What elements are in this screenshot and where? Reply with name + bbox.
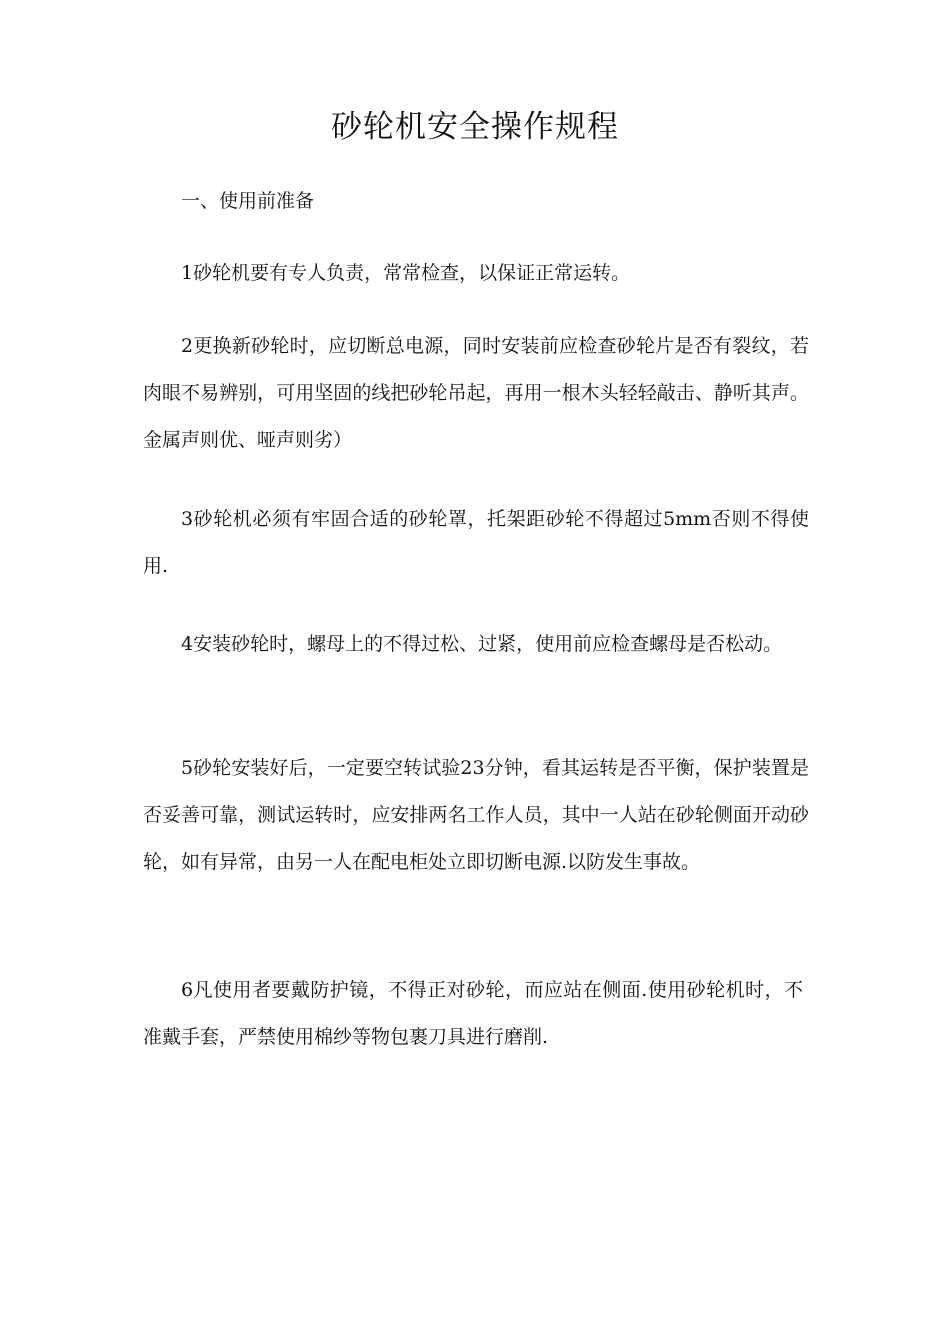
paragraph-6: 6凡使用者要戴防护镜，不得正对砂轮，而应站在侧面.使用砂轮机时，不准戴手套，严禁使用棉纱等物包裹刀具进行磨削. xyxy=(143,979,803,1048)
paragraph-4: 4安装砂轮时，螺母上的不得过松、过紧，使用前应检查螺母是否松动。 xyxy=(181,633,783,655)
section-heading: 一、使用前准备 xyxy=(181,190,315,212)
paragraph-5: 5砂轮安装好后，一定要空转试验23分钟，看其运转是否平衡，保护装置是否妥善可靠，测试运转时，应安排两名工作人员，其中一人站在砂轮侧面开动砂轮，如有异常，由另一人在配电柜处立即切断电源.以防发生事故。 xyxy=(143,757,809,873)
paragraph-3: 3砂轮机必须有牢固合适的砂轮罩，托架距砂轮不得超过5mm否则不得使用. xyxy=(143,508,809,577)
paragraph-1: 1砂轮机要有专人负责，常常检查，以保证正常运转。 xyxy=(181,262,631,284)
paragraph-2: 2更换新砂轮时，应切断总电源，同时安装前应检查砂轮片是否有裂纹，若肉眼不易辨别，可用坚固的线把砂轮吊起，再用一根木头轻轻敲击、静听其声。金属声则优、哑声则劣） xyxy=(143,335,809,451)
page-title: 砂轮机安全操作规程 xyxy=(331,109,619,145)
